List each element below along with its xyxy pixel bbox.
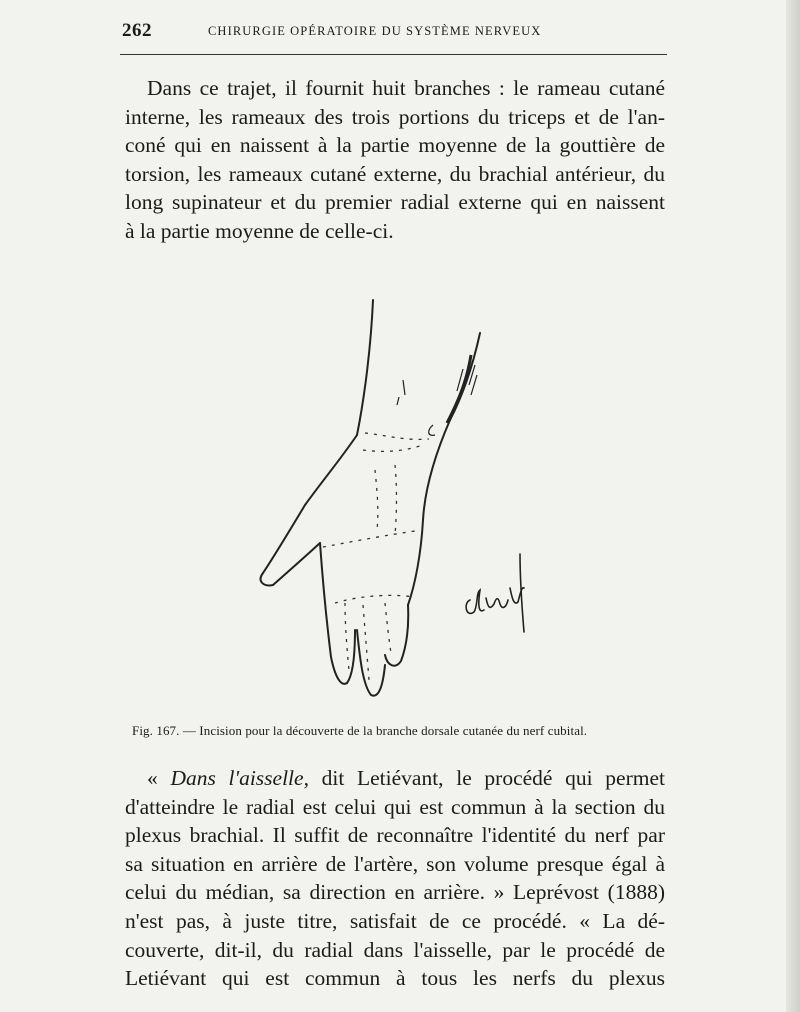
text-line: coné qui en naissent à la partie moyenne de la gouttière de xyxy=(125,133,665,158)
running-title: CHIRURGIE OPÉRATOIRE DU SYSTÈME NERVEUX xyxy=(208,24,542,38)
text-line: interne, les rameaux des trois portions du triceps et de l'an- xyxy=(125,104,665,129)
text-line: à la partie moyenne de celle-ci. xyxy=(125,218,394,243)
text-line: n'est pas, à juste titre, satisfait de ce procédé. « La dé- xyxy=(125,908,665,933)
text-line: couverte, dit-il, du radial dans l'aisselle, par le procédé de xyxy=(125,937,665,962)
text-line: celui du médian, sa direction en arrière. » Leprévost (1888) xyxy=(125,880,665,905)
text-line xyxy=(125,764,665,793)
hand-illustration xyxy=(245,285,545,710)
artist-signature xyxy=(458,548,538,638)
page-header xyxy=(122,20,667,46)
emphasis-text: Dans l'aisselle, xyxy=(170,766,309,790)
text-line: d'atteindre le radial est celui qui est commun à la section du xyxy=(125,794,665,819)
figure-caption: Fig. 167. — Incision pour la découverte de la branche dorsale cutanée du nerf cubital. xyxy=(132,723,588,738)
text-line: Letiévant qui est commun à tous les nerfs du plexus xyxy=(125,966,665,991)
open-quote: « xyxy=(147,766,171,790)
text-line: long supinateur et du premier radial externe qui en naissent xyxy=(125,190,665,215)
text-line: torsion, les rameaux cutané externe, du brachial antérieur, du xyxy=(125,161,665,186)
text-line: sa situation en arrière de l'artère, son volume presque égal à xyxy=(125,851,665,876)
paragraph-2 xyxy=(125,764,665,993)
page-number: 262 xyxy=(122,20,152,41)
header-rule xyxy=(120,54,667,55)
line-text: dit Letiévant, le procédé qui permet xyxy=(308,766,665,790)
page-edge xyxy=(786,0,800,1012)
text-line: Dans ce trajet, il fournit huit branches : le rameau cutané xyxy=(147,76,665,100)
text-line: plexus brachial. Il suffit de reconnaître l'identité du nerf par xyxy=(125,823,665,848)
paragraph-1 xyxy=(125,74,665,246)
